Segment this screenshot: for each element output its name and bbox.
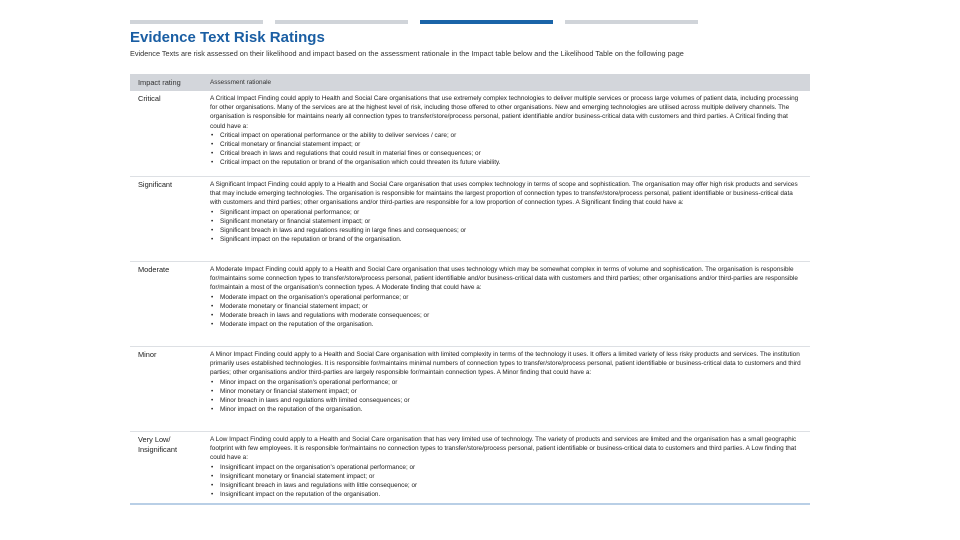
- bullet-item: • Significant impact on the reputation or brand of the organisation.: [210, 235, 802, 244]
- bullet-item: • Insignificant impact on the reputation of the organisation.: [210, 490, 802, 499]
- rationale-cell: [210, 432, 810, 503]
- rationale-text: A Moderate Impact Finding could apply to a Health and Social Care organisation that uses technology which may be somewhat complex in terms of volume and sophistication. The organisation is responsible for/maintains some connection types to transfer/store/process personal, patient identifiable and/or business-critical data with customers and third parties; other organisations and/or third-parties are responsible for/maintain a most of the organisation's connection types. A Moderate finding that could have a:: [210, 266, 798, 292]
- progress-segment: [275, 20, 408, 24]
- bullet-item: • Minor breach in laws and regulations with limited consequences; or: [210, 396, 802, 405]
- rationale-bullets: [210, 131, 802, 168]
- bullet-item: • Moderate breach in laws and regulations with moderate consequences; or: [210, 311, 802, 320]
- progress-segment: [565, 20, 698, 24]
- table-row-significant: [130, 177, 810, 262]
- bullet-item: • Insignificant impact on the organisation's operational performance; or: [210, 463, 802, 472]
- rationale-text: A Minor Impact Finding could apply to a Health and Social Care organisation with limited complexity in terms of the technology it uses. It offers a limited variety of less risky products and services. The institution primarily uses established technologies. It is responsible for/maintains minimal numbers of connection types to transfer/store/process personal, patient identifiable or business-critical data to customers and third parties; other organisations and/or third-parties are largely responsible for/maintain connection types. A Minor finding that could have a:: [210, 351, 801, 377]
- bullet-item: • Insignificant breach in laws and regulations with little consequence; or: [210, 481, 802, 490]
- progress-segment-active: [420, 20, 553, 24]
- bullet-item: • Minor monetary or financial statement impact; or: [210, 387, 802, 396]
- rating-cell: Very Low/ Insignificant: [138, 435, 178, 454]
- rationale-bullets: [210, 208, 802, 245]
- rating-cell: Significant: [138, 180, 173, 189]
- bullet-item: • Minor impact on the reputation of the organisation.: [210, 405, 802, 414]
- rationale-cell: [210, 347, 810, 431]
- impact-table: [130, 74, 810, 505]
- header-impact-rating: Impact rating: [138, 78, 181, 87]
- page-title: Evidence Text Risk Ratings: [130, 29, 325, 46]
- rationale-bullets: [210, 378, 802, 415]
- rationale-cell: [210, 177, 810, 261]
- bullet-item: • Significant breach in laws and regulations resulting in large fines and consequences; or: [210, 226, 802, 235]
- bullet-item: • Significant impact on operational performance; or: [210, 208, 802, 217]
- header-assessment-rationale: Assessment rationale: [210, 79, 272, 86]
- bullet-item: • Critical impact on the reputation or brand of the organisation which could threaten its future viability.: [210, 158, 802, 167]
- table-row-minor: [130, 347, 810, 432]
- table-row-moderate: [130, 262, 810, 347]
- rating-cell: Minor: [138, 350, 157, 359]
- rationale-text: A Significant Impact Finding could apply to a Health and Social Care organisation that uses complex technology in terms of scope and sophistication. The organisation may offer high risk products and services that may include emerging technologies. The organisation is responsible for maintains the largest proportion of connection types to transfer/store/process personal, patient identifiable or business-critical data with customers and third parties; other organisations and/or third-parties are responsible for a low proportion of connection types. A Significant finding that could have a:: [210, 181, 798, 207]
- rationale-bullets: [210, 463, 802, 500]
- rationale-text: A Critical Impact Finding could apply to Health and Social Care organisations that use extremely complex technologies to deliver multiple services or process large volumes of patient data, including processing for other organisations. Many of the services are at the highest level of risk, including those offered to other organisations. New and emerging technologies are utilised across multiple delivery channels. The organisation is responsible for maintains nearly all connection types to transfer/store/process personal, patient identifiable and/or business-critical data with customers and third parties. A Critical finding that could have a:: [210, 95, 799, 130]
- bullet-item: • Significant monetary or financial statement impact; or: [210, 217, 802, 226]
- bullet-item: • Critical breach in laws and regulations that could result in material fines or consequences; or: [210, 149, 802, 158]
- rating-cell: Critical: [138, 94, 161, 103]
- bullet-item: • Moderate impact on the organisation's operational performance; or: [210, 293, 802, 302]
- bullet-item: • Minor impact on the organisation's operational performance; or: [210, 378, 802, 387]
- rationale-cell: [210, 262, 810, 346]
- table-row-very-low: [130, 432, 810, 505]
- bullet-item: • Critical impact on operational performance or the ability to deliver services / care; or: [210, 131, 802, 140]
- progress-segment: [130, 20, 263, 24]
- bullet-item: • Insignificant monetary or financial statement impact; or: [210, 472, 802, 481]
- rating-cell: Moderate: [138, 265, 170, 274]
- bullet-item: • Critical monetary or financial statement impact; or: [210, 140, 802, 149]
- rationale-text: A Low Impact Finding could apply to a Health and Social Care organisation that has very limited use of technology. The variety of products and services are limited and the organisation has a small geographic footprint with few employees. It is responsible for/maintains no connection types to transfer/store/process personal, patient identifiable or business-critical data to customers and third parties. A Low finding that could have a:: [210, 436, 797, 462]
- bullet-item: • Moderate monetary or financial statement impact; or: [210, 302, 802, 311]
- table-header: [130, 74, 810, 91]
- rationale-cell: [210, 91, 810, 176]
- table-row-critical: [130, 91, 810, 177]
- progress-indicator: [130, 20, 698, 24]
- page-subtitle: Evidence Texts are risk assessed on their likelihood and impact based on the assessment rationale in the Impact table below and the Likelihood Table on the following page: [130, 49, 684, 58]
- rationale-bullets: [210, 293, 802, 330]
- bullet-item: • Moderate impact on the reputation of the organisation.: [210, 320, 802, 329]
